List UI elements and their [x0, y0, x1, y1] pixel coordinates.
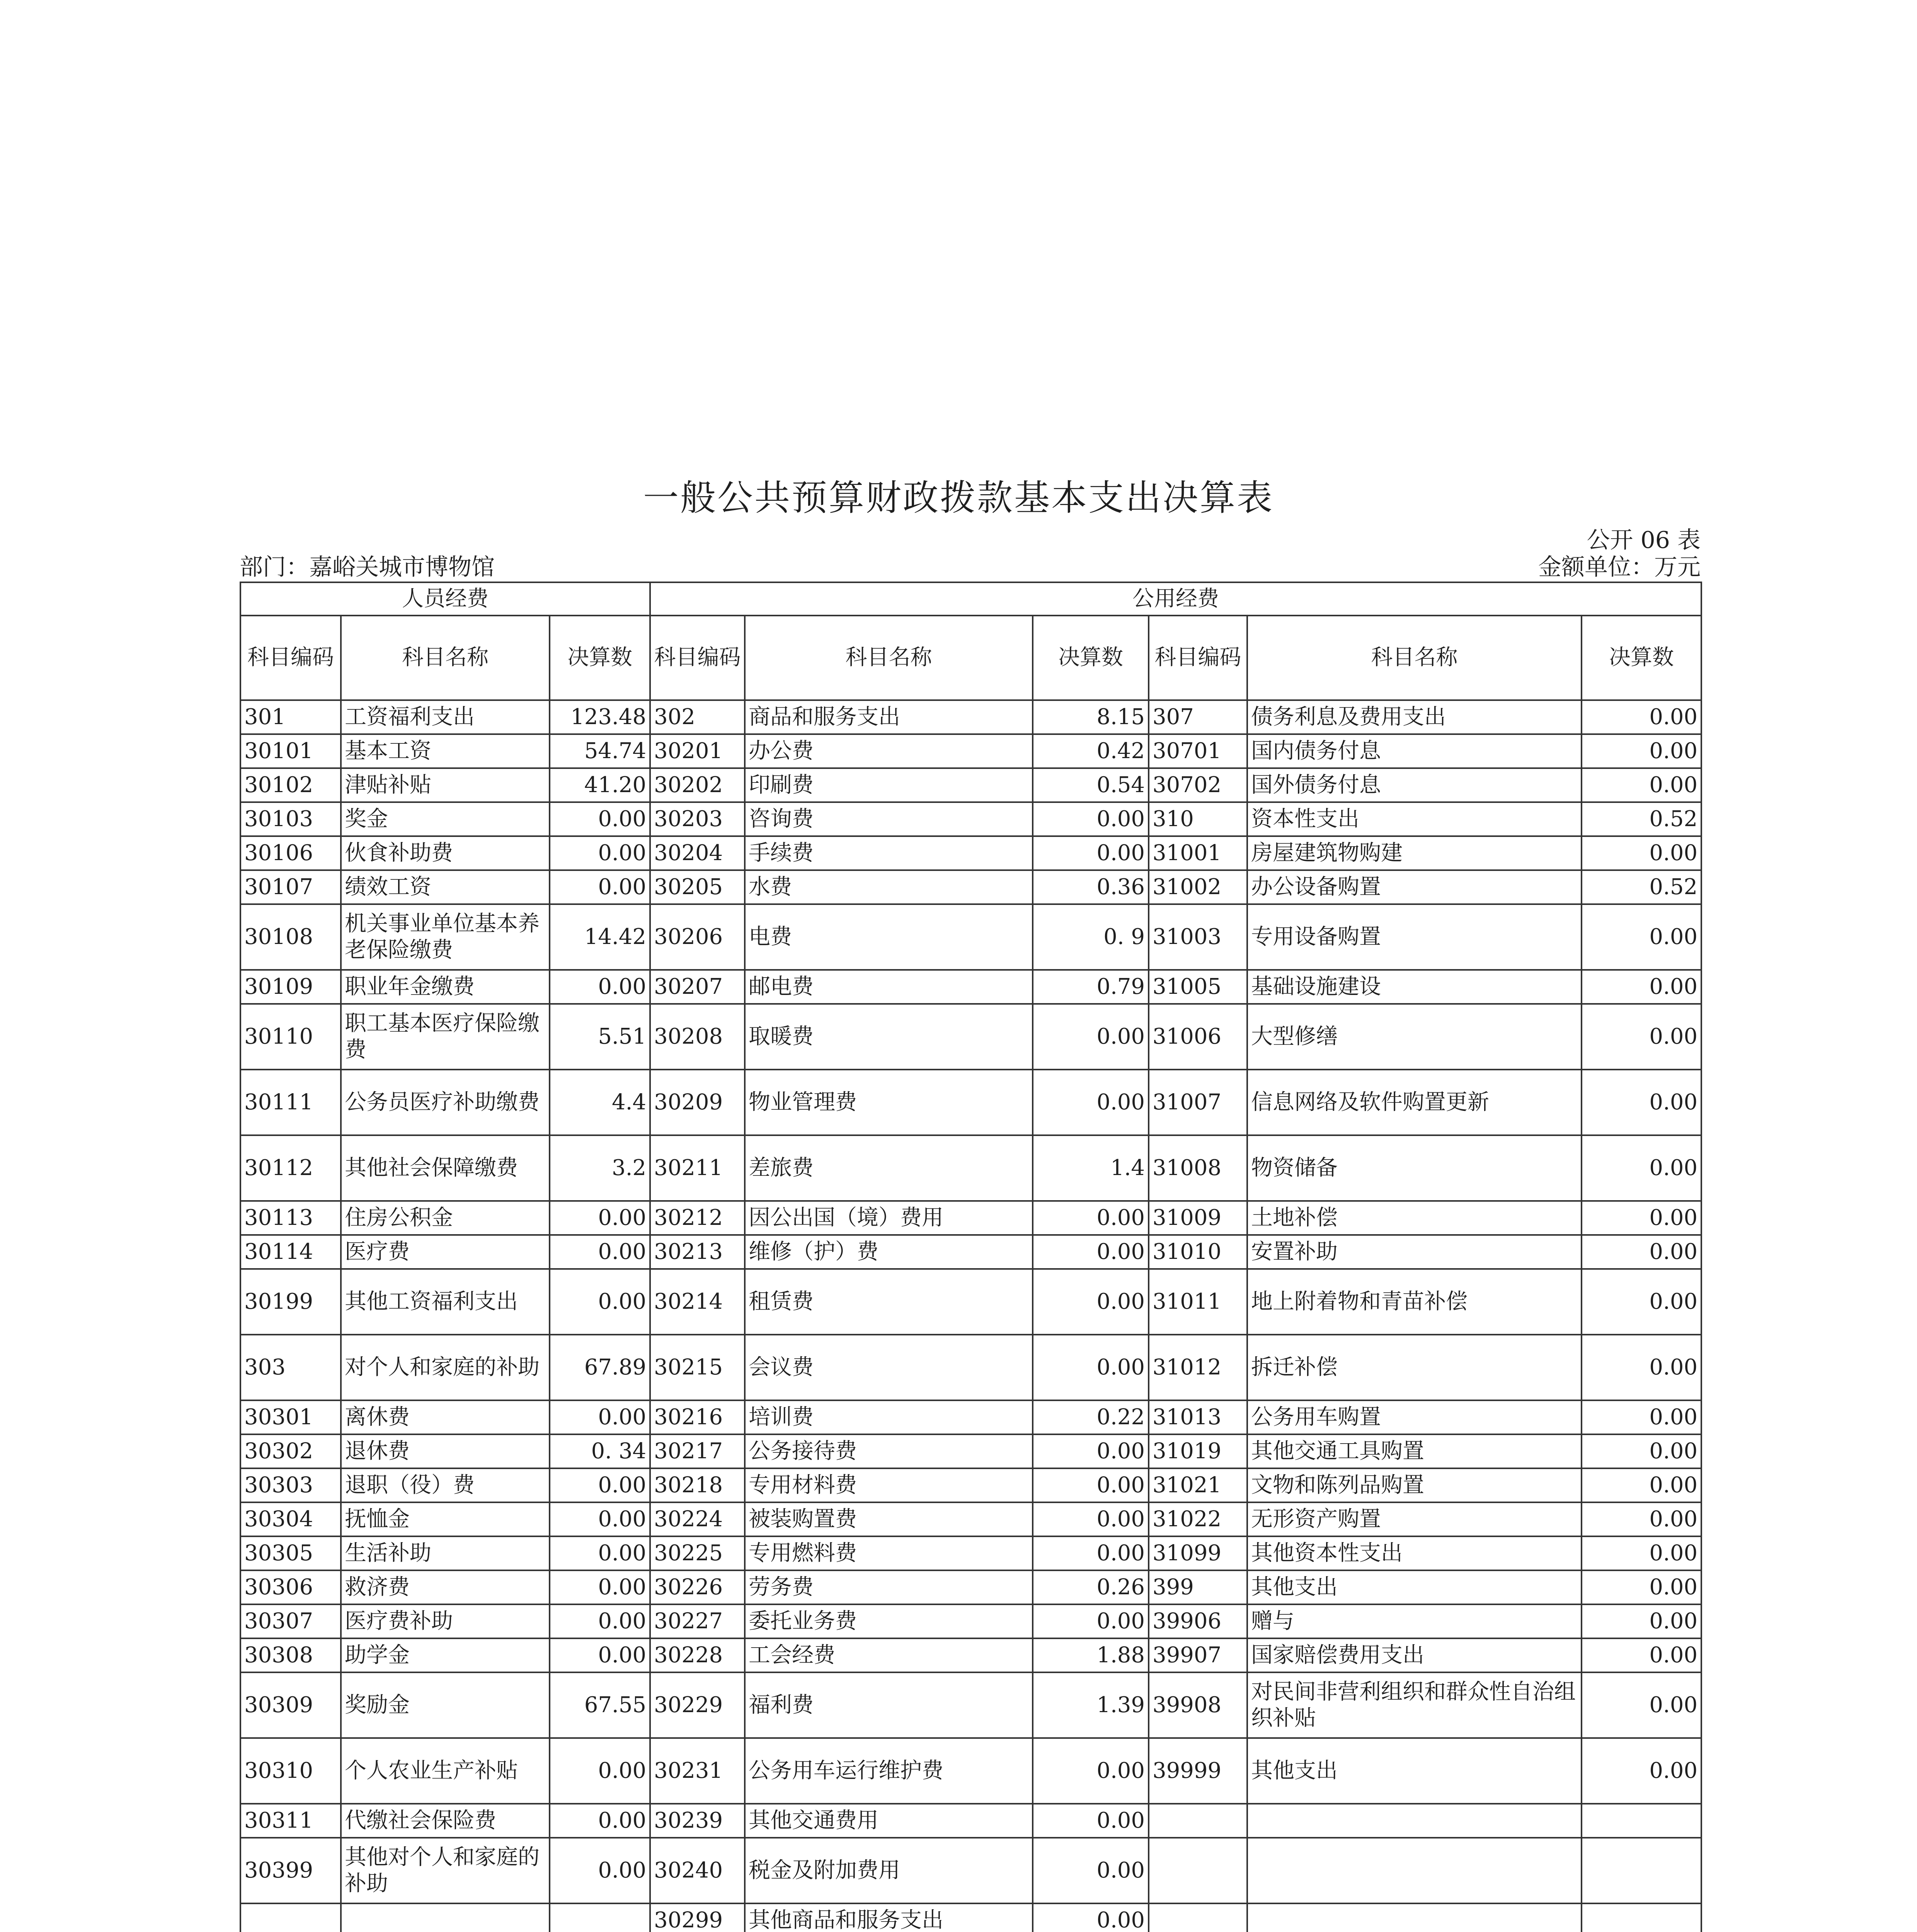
item-code: 30399 — [240, 1838, 341, 1903]
item-name: 印刷费 — [745, 768, 1033, 802]
item-name: 物资储备 — [1247, 1135, 1582, 1201]
item-amount: 0.00 — [550, 870, 650, 904]
item-code: 30208 — [650, 1004, 745, 1070]
item-amount: 0.00 — [1033, 1468, 1149, 1502]
item-name: 其他资本性支出 — [1247, 1536, 1582, 1570]
item-name: 咨询费 — [745, 802, 1033, 836]
item-amount: 0.00 — [1582, 1335, 1701, 1400]
item-amount: 0.42 — [1033, 734, 1149, 768]
item-name: 对民间非营利组织和群众性自治组织补贴 — [1247, 1672, 1582, 1738]
table-row — [240, 1004, 1701, 1070]
item-code: 31008 — [1149, 1135, 1247, 1201]
item-code: 30201 — [650, 734, 745, 768]
table-body — [240, 700, 1701, 1932]
item-amount: 3.2 — [550, 1135, 650, 1201]
item-code: 301 — [240, 700, 341, 734]
column-header-name: 科目名称 — [341, 616, 550, 700]
item-amount: 0.00 — [550, 1738, 650, 1804]
item-code: 30212 — [650, 1201, 745, 1235]
item-amount: 0.00 — [1582, 1738, 1701, 1804]
item-amount: 0.79 — [1033, 970, 1149, 1004]
item-amount: 0.00 — [550, 1235, 650, 1269]
item-name: 赠与 — [1247, 1604, 1582, 1638]
item-name: 奖金 — [341, 802, 550, 836]
table-code: 公开 06 表 — [1587, 527, 1701, 554]
item-amount: 0.00 — [550, 1570, 650, 1604]
item-code: 30303 — [240, 1468, 341, 1502]
group-header-public: 公用经费 — [650, 582, 1701, 616]
item-code: 30227 — [650, 1604, 745, 1638]
item-code: 307 — [1149, 700, 1247, 734]
item-name: 抚恤金 — [341, 1502, 550, 1536]
item-name: 会议费 — [745, 1335, 1033, 1400]
item-code: 30103 — [240, 802, 341, 836]
table-row — [240, 1400, 1701, 1434]
item-amount: 0.22 — [1033, 1400, 1149, 1434]
item-code: 30701 — [1149, 734, 1247, 768]
item-name: 津贴补贴 — [341, 768, 550, 802]
item-name — [1247, 1838, 1582, 1903]
item-code: 30225 — [650, 1536, 745, 1570]
item-code: 30702 — [1149, 768, 1247, 802]
item-amount: 0.00 — [1582, 1201, 1701, 1235]
item-amount — [1582, 1903, 1701, 1932]
item-name: 职业年金缴费 — [341, 970, 550, 1004]
item-code: 399 — [1149, 1570, 1247, 1604]
item-amount: 0.00 — [1033, 1804, 1149, 1838]
item-name: 物业管理费 — [745, 1070, 1033, 1135]
item-name: 税金及附加费用 — [745, 1838, 1033, 1903]
item-code: 39908 — [1149, 1672, 1247, 1738]
item-amount: 0.54 — [1033, 768, 1149, 802]
item-name: 资本性支出 — [1247, 802, 1582, 836]
item-code: 30207 — [650, 970, 745, 1004]
item-amount: 0.00 — [550, 1400, 650, 1434]
item-amount: 0.00 — [550, 1536, 650, 1570]
item-amount: 0.00 — [1033, 1201, 1149, 1235]
item-code: 303 — [240, 1335, 341, 1400]
item-code: 31003 — [1149, 904, 1247, 970]
item-code: 30205 — [650, 870, 745, 904]
item-name — [341, 1903, 550, 1932]
item-amount: 0.26 — [1033, 1570, 1149, 1604]
item-code: 30311 — [240, 1804, 341, 1838]
item-amount: 1.4 — [1033, 1135, 1149, 1201]
item-code: 30302 — [240, 1434, 341, 1468]
item-name: 救济费 — [341, 1570, 550, 1604]
table-row — [240, 1235, 1701, 1269]
item-amount: 0.00 — [1033, 1004, 1149, 1070]
item-name: 委托业务费 — [745, 1604, 1033, 1638]
item-code: 30107 — [240, 870, 341, 904]
item-amount: 0.00 — [1582, 1070, 1701, 1135]
item-name: 生活补助 — [341, 1536, 550, 1570]
item-amount: 67.55 — [550, 1672, 650, 1738]
item-code: 39907 — [1149, 1638, 1247, 1672]
item-code: 30106 — [240, 836, 341, 870]
item-code: 30299 — [650, 1903, 745, 1932]
item-code: 30211 — [650, 1135, 745, 1201]
item-amount: 0.00 — [1582, 1536, 1701, 1570]
item-name: 绩效工资 — [341, 870, 550, 904]
item-name: 奖励金 — [341, 1672, 550, 1738]
item-code: 30305 — [240, 1536, 341, 1570]
table-row — [240, 1570, 1701, 1604]
table-row — [240, 870, 1701, 904]
table-row — [240, 1804, 1701, 1838]
item-amount: 0.00 — [1582, 836, 1701, 870]
item-amount — [550, 1903, 650, 1932]
item-code: 30301 — [240, 1400, 341, 1434]
item-amount: 0.00 — [550, 836, 650, 870]
item-code: 30199 — [240, 1269, 341, 1335]
table-row — [240, 1335, 1701, 1400]
table-title: 一般公共预算财政拨款基本支出决算表 — [643, 477, 1274, 519]
item-amount: 0.00 — [1582, 1135, 1701, 1201]
item-code: 30240 — [650, 1838, 745, 1903]
item-code: 310 — [1149, 802, 1247, 836]
item-amount: 0.00 — [1033, 1070, 1149, 1135]
item-code: 30214 — [650, 1269, 745, 1335]
item-amount: 0.00 — [1033, 1235, 1149, 1269]
item-name: 专用燃料费 — [745, 1536, 1033, 1570]
item-code: 30202 — [650, 768, 745, 802]
item-name: 职工基本医疗保险缴费 — [341, 1004, 550, 1070]
item-code: 30224 — [650, 1502, 745, 1536]
item-name: 土地补偿 — [1247, 1201, 1582, 1235]
item-name: 个人农业生产补贴 — [341, 1738, 550, 1804]
item-code: 31022 — [1149, 1502, 1247, 1536]
item-amount: 0.00 — [550, 1604, 650, 1638]
item-name: 住房公积金 — [341, 1201, 550, 1235]
item-code: 31007 — [1149, 1070, 1247, 1135]
item-amount: 0.00 — [550, 970, 650, 1004]
item-amount: 8.15 — [1033, 700, 1149, 734]
table-row — [240, 1201, 1701, 1235]
item-name: 取暖费 — [745, 1004, 1033, 1070]
item-name: 退职（役）费 — [341, 1468, 550, 1502]
item-code: 30114 — [240, 1235, 341, 1269]
item-name: 地上附着物和青苗补偿 — [1247, 1269, 1582, 1335]
department-label: 部门：嘉峪关城市博物馆 — [240, 554, 495, 581]
table-row — [240, 1638, 1701, 1672]
item-name: 工会经费 — [745, 1638, 1033, 1672]
group-header-personnel: 人员经费 — [240, 582, 650, 616]
item-code — [1149, 1804, 1247, 1838]
item-name: 医疗费 — [341, 1235, 550, 1269]
item-code: 31012 — [1149, 1335, 1247, 1400]
item-code: 30228 — [650, 1638, 745, 1672]
item-amount — [1582, 1838, 1701, 1903]
item-amount: 123.48 — [550, 700, 650, 734]
table-row — [240, 1672, 1701, 1738]
item-code: 30213 — [650, 1235, 745, 1269]
table-row — [240, 1604, 1701, 1638]
item-name: 手续费 — [745, 836, 1033, 870]
item-code: 30113 — [240, 1201, 341, 1235]
item-name: 商品和服务支出 — [745, 700, 1033, 734]
item-code: 30239 — [650, 1804, 745, 1838]
item-code: 30215 — [650, 1335, 745, 1400]
item-amount: 0. 9 — [1033, 904, 1149, 970]
item-code: 30216 — [650, 1400, 745, 1434]
item-name: 其他支出 — [1247, 1570, 1582, 1604]
item-amount: 0.52 — [1582, 802, 1701, 836]
item-code: 31006 — [1149, 1004, 1247, 1070]
table-row — [240, 768, 1701, 802]
item-amount — [1582, 1804, 1701, 1838]
item-code: 30112 — [240, 1135, 341, 1201]
item-name: 其他工资福利支出 — [341, 1269, 550, 1335]
item-amount: 4.4 — [550, 1070, 650, 1135]
item-amount: 5.51 — [550, 1004, 650, 1070]
item-code: 30108 — [240, 904, 341, 970]
item-name — [1247, 1903, 1582, 1932]
item-name: 其他社会保障缴费 — [341, 1135, 550, 1201]
item-amount: 0.00 — [1033, 1269, 1149, 1335]
item-amount: 0.00 — [1582, 1400, 1701, 1434]
item-code: 39906 — [1149, 1604, 1247, 1638]
item-amount: 0.00 — [550, 1502, 650, 1536]
item-name: 水费 — [745, 870, 1033, 904]
item-amount: 0.00 — [550, 1838, 650, 1903]
table-row — [240, 1468, 1701, 1502]
item-name: 办公设备购置 — [1247, 870, 1582, 904]
table-row — [240, 1903, 1701, 1932]
item-amount: 0.00 — [1582, 1672, 1701, 1738]
item-name: 医疗费补助 — [341, 1604, 550, 1638]
item-code: 31002 — [1149, 870, 1247, 904]
item-amount: 0.00 — [1582, 768, 1701, 802]
item-code: 30110 — [240, 1004, 341, 1070]
item-amount: 0.00 — [1033, 1903, 1149, 1932]
item-name: 办公费 — [745, 734, 1033, 768]
item-code: 30231 — [650, 1738, 745, 1804]
item-name: 其他对个人和家庭的补助 — [341, 1838, 550, 1903]
column-header-amount: 决算数 — [1582, 616, 1701, 700]
item-amount: 0.00 — [1033, 836, 1149, 870]
table-row — [240, 1434, 1701, 1468]
item-amount: 0.00 — [550, 1638, 650, 1672]
item-code: 31011 — [1149, 1269, 1247, 1335]
item-code: 302 — [650, 700, 745, 734]
item-amount: 0.00 — [1033, 1502, 1149, 1536]
item-amount: 1.39 — [1033, 1672, 1149, 1738]
item-code — [1149, 1838, 1247, 1903]
item-name: 国内债务付息 — [1247, 734, 1582, 768]
item-amount: 67.89 — [550, 1335, 650, 1400]
item-name: 其他交通费用 — [745, 1804, 1033, 1838]
item-amount: 0.00 — [550, 1804, 650, 1838]
item-amount: 0.00 — [1582, 1638, 1701, 1672]
item-code: 39999 — [1149, 1738, 1247, 1804]
item-name: 公务用车购置 — [1247, 1400, 1582, 1434]
item-code: 31001 — [1149, 836, 1247, 870]
item-name: 文物和陈列品购置 — [1247, 1468, 1582, 1502]
table-row — [240, 1070, 1701, 1135]
item-name: 工资福利支出 — [341, 700, 550, 734]
item-amount: 0.00 — [1033, 1738, 1149, 1804]
table-row — [240, 1536, 1701, 1570]
column-header-code: 科目编码 — [1149, 616, 1247, 700]
item-amount: 0.36 — [1033, 870, 1149, 904]
item-name: 劳务费 — [745, 1570, 1033, 1604]
item-code: 31021 — [1149, 1468, 1247, 1502]
item-name: 对个人和家庭的补助 — [341, 1335, 550, 1400]
column-header-code: 科目编码 — [240, 616, 341, 700]
item-amount: 0.00 — [1582, 1269, 1701, 1335]
item-amount: 14.42 — [550, 904, 650, 970]
item-code — [1149, 1903, 1247, 1932]
item-name: 债务利息及费用支出 — [1247, 700, 1582, 734]
item-code: 30203 — [650, 802, 745, 836]
item-name: 公务接待费 — [745, 1434, 1033, 1468]
item-code: 31005 — [1149, 970, 1247, 1004]
item-name: 其他支出 — [1247, 1738, 1582, 1804]
item-code: 30304 — [240, 1502, 341, 1536]
item-code: 30308 — [240, 1638, 341, 1672]
item-name: 差旅费 — [745, 1135, 1033, 1201]
table-row — [240, 1502, 1701, 1536]
item-name: 基本工资 — [341, 734, 550, 768]
item-name — [1247, 1804, 1582, 1838]
item-name: 信息网络及软件购置更新 — [1247, 1070, 1582, 1135]
column-header-amount: 决算数 — [1033, 616, 1149, 700]
item-amount: 0.00 — [550, 802, 650, 836]
table-row — [240, 734, 1701, 768]
column-header-amount: 决算数 — [550, 616, 650, 700]
item-code: 30102 — [240, 768, 341, 802]
item-name: 安置补助 — [1247, 1235, 1582, 1269]
budget-expenditure-table — [240, 582, 1702, 1932]
column-header-name: 科目名称 — [1247, 616, 1582, 700]
item-amount: 0.00 — [1033, 802, 1149, 836]
table-row — [240, 1269, 1701, 1335]
item-amount: 0.00 — [1582, 734, 1701, 768]
item-name: 培训费 — [745, 1400, 1033, 1434]
table-row — [240, 1135, 1701, 1201]
table-row — [240, 700, 1701, 734]
item-name: 基础设施建设 — [1247, 970, 1582, 1004]
item-code: 30204 — [650, 836, 745, 870]
item-amount: 0.00 — [1582, 1468, 1701, 1502]
item-code: 30309 — [240, 1672, 341, 1738]
item-code: 31009 — [1149, 1201, 1247, 1235]
item-amount: 0.00 — [550, 1468, 650, 1502]
item-amount: 0.00 — [1582, 1502, 1701, 1536]
item-name: 租赁费 — [745, 1269, 1033, 1335]
item-name: 无形资产购置 — [1247, 1502, 1582, 1536]
item-name: 代缴社会保险费 — [341, 1804, 550, 1838]
item-name: 国外债务付息 — [1247, 768, 1582, 802]
item-name: 离休费 — [341, 1400, 550, 1434]
item-name: 机关事业单位基本养老保险缴费 — [341, 904, 550, 970]
item-amount: 0.00 — [1582, 1434, 1701, 1468]
item-amount: 0.00 — [1582, 1570, 1701, 1604]
table-row — [240, 1838, 1701, 1903]
item-name: 公务员医疗补助缴费 — [341, 1070, 550, 1135]
item-code: 30109 — [240, 970, 341, 1004]
item-code: 31019 — [1149, 1434, 1247, 1468]
column-header-name: 科目名称 — [745, 616, 1033, 700]
item-name: 拆迁补偿 — [1247, 1335, 1582, 1400]
item-name: 专用设备购置 — [1247, 904, 1582, 970]
item-amount: 0.00 — [1582, 700, 1701, 734]
item-name: 专用材料费 — [745, 1468, 1033, 1502]
item-amount: 0.00 — [1033, 1838, 1149, 1903]
item-amount: 0.00 — [1582, 1004, 1701, 1070]
item-code: 31099 — [1149, 1536, 1247, 1570]
item-code: 30310 — [240, 1738, 341, 1804]
item-name: 退休费 — [341, 1434, 550, 1468]
item-code: 30101 — [240, 734, 341, 768]
item-amount: 0.00 — [1033, 1335, 1149, 1400]
item-name: 福利费 — [745, 1672, 1033, 1738]
item-code — [240, 1903, 341, 1932]
item-name: 被装购置费 — [745, 1502, 1033, 1536]
item-amount: 41.20 — [550, 768, 650, 802]
item-name: 大型修缮 — [1247, 1004, 1582, 1070]
column-header-code: 科目编码 — [650, 616, 745, 700]
item-code: 30226 — [650, 1570, 745, 1604]
item-amount: 0.00 — [1033, 1536, 1149, 1570]
item-amount: 54.74 — [550, 734, 650, 768]
item-code: 31013 — [1149, 1400, 1247, 1434]
item-name: 助学金 — [341, 1638, 550, 1672]
unit-label: 金额单位：万元 — [1538, 554, 1701, 581]
item-name: 公务用车运行维护费 — [745, 1738, 1033, 1804]
item-name: 伙食补助费 — [341, 836, 550, 870]
table-row — [240, 836, 1701, 870]
item-name: 其他商品和服务支出 — [745, 1903, 1033, 1932]
item-code: 31010 — [1149, 1235, 1247, 1269]
item-code: 30218 — [650, 1468, 745, 1502]
item-name: 因公出国（境）费用 — [745, 1201, 1033, 1235]
item-name: 房屋建筑物购建 — [1247, 836, 1582, 870]
item-code: 30209 — [650, 1070, 745, 1135]
item-amount: 1.88 — [1033, 1638, 1149, 1672]
item-amount: 0.00 — [1582, 1235, 1701, 1269]
item-code: 30307 — [240, 1604, 341, 1638]
item-amount: 0.00 — [1033, 1434, 1149, 1468]
item-amount: 0.00 — [550, 1269, 650, 1335]
item-code: 30306 — [240, 1570, 341, 1604]
item-code: 30111 — [240, 1070, 341, 1135]
item-name: 其他交通工具购置 — [1247, 1434, 1582, 1468]
table-row — [240, 904, 1701, 970]
item-name: 维修（护）费 — [745, 1235, 1033, 1269]
table-row — [240, 1738, 1701, 1804]
table-row — [240, 970, 1701, 1004]
item-code: 30217 — [650, 1434, 745, 1468]
item-name: 邮电费 — [745, 970, 1033, 1004]
item-amount: 0.00 — [1033, 1604, 1149, 1638]
item-name: 国家赔偿费用支出 — [1247, 1638, 1582, 1672]
item-amount: 0.00 — [1582, 970, 1701, 1004]
item-amount: 0. 34 — [550, 1434, 650, 1468]
table-row — [240, 802, 1701, 836]
item-amount: 0.00 — [550, 1201, 650, 1235]
item-amount: 0.00 — [1582, 904, 1701, 970]
item-name: 电费 — [745, 904, 1033, 970]
item-code: 30229 — [650, 1672, 745, 1738]
item-amount: 0.52 — [1582, 870, 1701, 904]
item-amount: 0.00 — [1582, 1604, 1701, 1638]
item-code: 30206 — [650, 904, 745, 970]
